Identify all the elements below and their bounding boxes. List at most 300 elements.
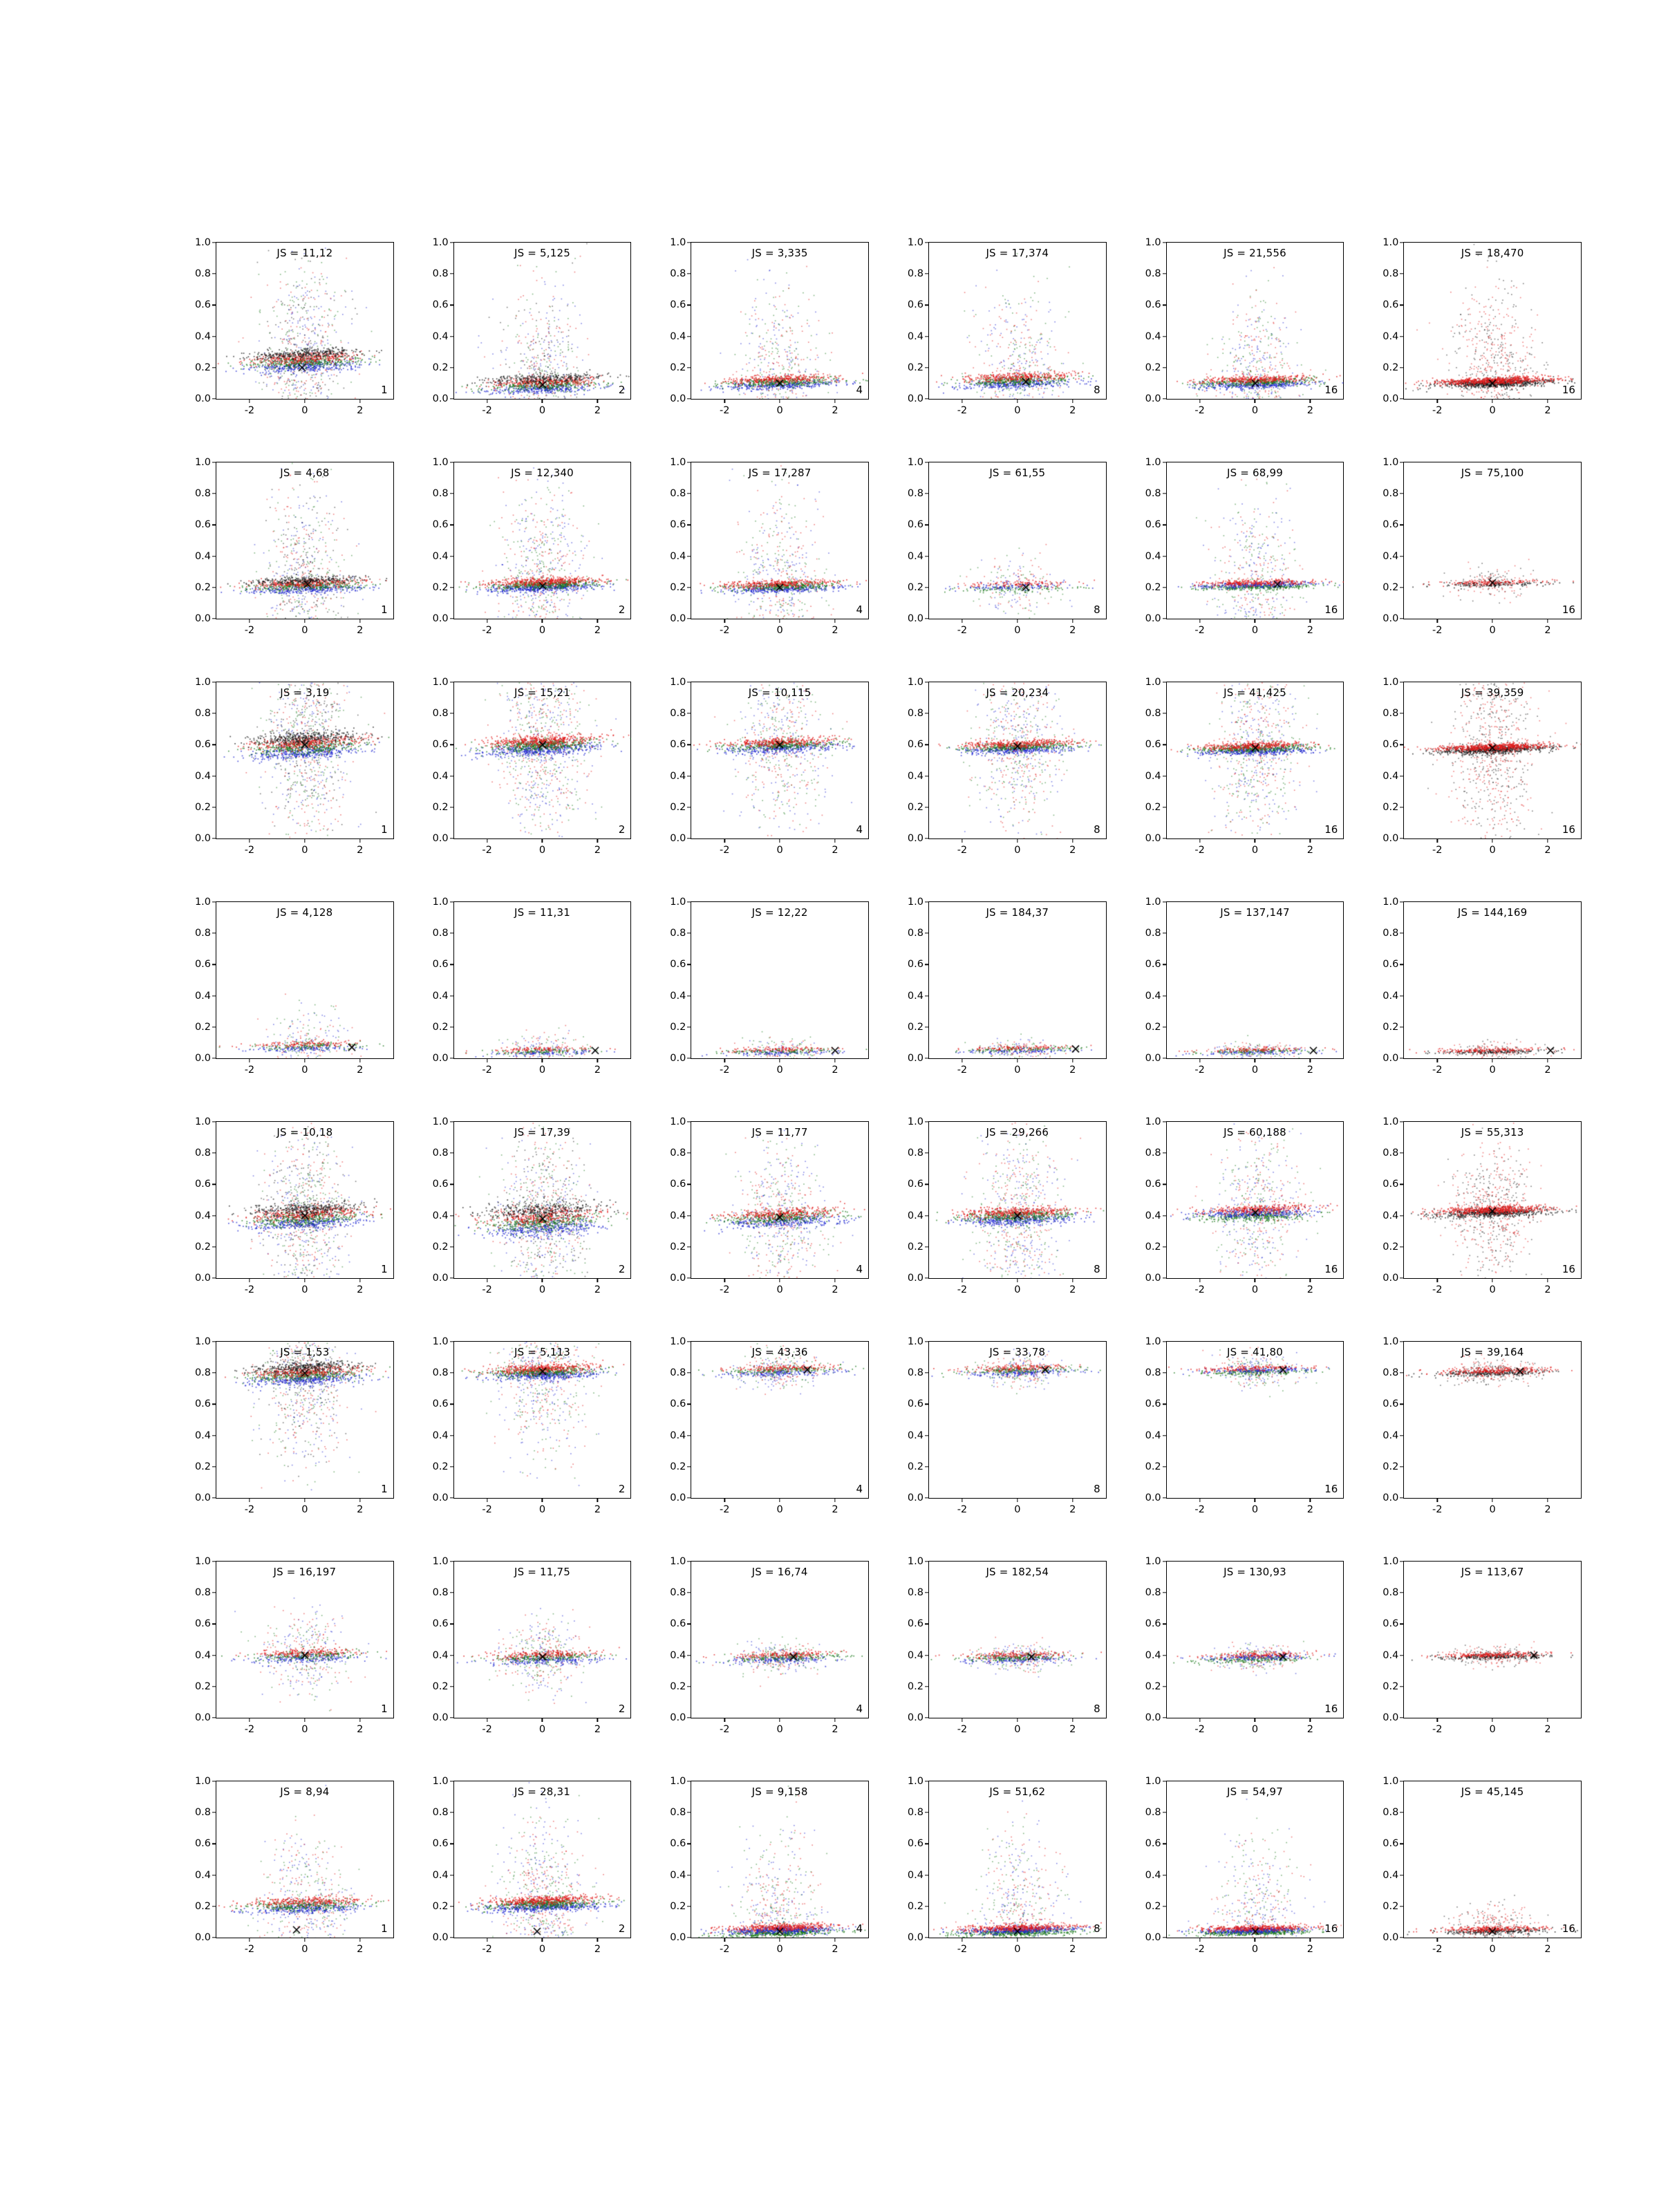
plot-area[interactable]: [1145, 677, 1344, 856]
panel-index-annotation: 1: [381, 384, 388, 396]
plot-area[interactable]: [670, 1556, 869, 1735]
y-tick-label: 0.2: [194, 581, 211, 593]
js-annotation: JS = 54,97: [1226, 1785, 1283, 1798]
x-tick-mark: [359, 1058, 360, 1062]
y-tick-label: 0.0: [1145, 1492, 1161, 1503]
y-tick-label: 0.4: [1145, 1430, 1161, 1441]
scatter-points: [216, 902, 393, 1058]
x-tick-label: 0: [776, 405, 783, 416]
y-tick-label: 1.0: [907, 457, 924, 468]
y-tick-label: 0.6: [907, 1179, 924, 1190]
plot-area[interactable]: [194, 237, 394, 416]
plot-area[interactable]: [432, 677, 632, 856]
y-tick-label: 0.8: [670, 1587, 686, 1599]
y-tick-label: 0.2: [1382, 1680, 1399, 1692]
panel-index-annotation: 2: [618, 1263, 626, 1275]
panel-index-annotation: 2: [618, 1703, 626, 1715]
x-tick-mark: [542, 1938, 543, 1942]
y-tick-label: 0.4: [1382, 550, 1399, 562]
x-tick-mark: [1072, 1058, 1073, 1062]
scatter-points: [454, 682, 631, 838]
x-tick-label: 2: [1069, 625, 1076, 636]
js-annotation: JS = 11,31: [514, 906, 570, 919]
y-tick-mark: [1400, 1435, 1404, 1436]
y-tick-label: 0.2: [907, 1241, 924, 1253]
y-tick-mark: [212, 713, 216, 714]
js-annotation: JS = 5,125: [514, 247, 570, 259]
y-tick-label: 0.6: [194, 1179, 211, 1190]
plot-area[interactable]: [907, 897, 1107, 1076]
x-tick-label: 2: [1069, 405, 1076, 416]
y-tick-mark: [212, 618, 216, 619]
js-annotation: JS = 43,36: [751, 1346, 808, 1358]
y-tick-mark: [1400, 933, 1404, 934]
y-tick-label: 0.8: [1145, 708, 1161, 720]
y-tick-mark: [212, 1373, 216, 1374]
y-tick-mark: [1400, 1341, 1404, 1342]
x-tick-label: 2: [1306, 1504, 1313, 1515]
y-tick-label: 0.8: [907, 928, 924, 939]
panel-index-annotation: 16: [1562, 1263, 1575, 1275]
y-tick-label: 0.2: [670, 1900, 686, 1912]
y-tick-label: 0.6: [907, 959, 924, 971]
y-tick-mark: [1400, 1497, 1404, 1498]
scatter-points: [454, 1122, 631, 1278]
plot-area[interactable]: [670, 237, 869, 416]
x-tick-mark: [724, 838, 725, 843]
scatter-points: [1404, 1562, 1581, 1718]
x-tick-mark: [597, 838, 598, 843]
y-tick-label: 0.6: [907, 1398, 924, 1410]
x-tick-mark: [304, 838, 305, 843]
plot-area[interactable]: [670, 457, 869, 636]
plot-area[interactable]: [194, 897, 394, 1076]
y-tick-label: 0.6: [1145, 959, 1161, 971]
y-tick-mark: [1163, 336, 1167, 337]
plot-area[interactable]: [194, 1556, 394, 1735]
y-tick-label: 0.8: [1382, 928, 1399, 939]
y-tick-label: 0.6: [1145, 519, 1161, 531]
y-tick-mark: [450, 995, 454, 996]
x-tick-label: -2: [957, 845, 968, 856]
plot-area[interactable]: [1145, 1776, 1344, 1955]
subplot-r3-c2: [416, 677, 632, 871]
x-tick-mark: [1072, 1718, 1073, 1722]
panel-index-annotation: 1: [381, 603, 388, 616]
y-tick-label: 1.0: [670, 897, 686, 908]
y-tick-label: 0.0: [194, 833, 211, 844]
y-tick-label: 1.0: [1145, 1556, 1161, 1567]
plot-area[interactable]: [1382, 677, 1582, 856]
x-tick-mark: [1492, 1278, 1493, 1282]
y-tick-label: 1.0: [1145, 457, 1161, 468]
y-tick-label: 0.8: [907, 268, 924, 280]
y-tick-mark: [450, 1121, 454, 1122]
x-tick-label: 2: [832, 1504, 838, 1515]
y-tick-label: 0.4: [1145, 330, 1161, 342]
x-tick-label: 0: [776, 625, 783, 636]
x-tick-mark: [724, 1718, 725, 1722]
y-tick-label: 0.8: [1382, 1807, 1399, 1819]
plot-area[interactable]: [194, 1776, 394, 1955]
subplot-r7-c1: [178, 1556, 394, 1750]
x-tick-mark: [359, 619, 360, 623]
panel-index-annotation: 16: [1324, 384, 1338, 396]
panel-index-annotation: 4: [856, 603, 863, 616]
js-annotation: JS = 17,39: [514, 1126, 570, 1138]
y-tick-label: 1.0: [432, 897, 449, 908]
y-tick-mark: [450, 1812, 454, 1813]
scatter-points: [454, 1342, 631, 1498]
y-tick-label: 0.2: [1145, 1241, 1161, 1253]
x-tick-label: -2: [1194, 1284, 1205, 1295]
y-tick-label: 0.4: [194, 1649, 211, 1661]
y-tick-label: 0.4: [907, 990, 924, 1002]
x-tick-mark: [1310, 1718, 1311, 1722]
x-tick-label: -2: [957, 1504, 968, 1515]
x-tick-mark: [1199, 1718, 1200, 1722]
plot-area[interactable]: [1145, 1336, 1344, 1515]
plot-area[interactable]: [1145, 1556, 1344, 1735]
y-tick-mark: [1163, 1497, 1167, 1498]
plot-area[interactable]: [1382, 1116, 1582, 1295]
x-tick-label: 0: [1014, 845, 1021, 856]
panel-index-annotation: 4: [856, 1703, 863, 1715]
y-tick-mark: [1400, 242, 1404, 243]
y-tick-mark: [925, 1717, 929, 1718]
x-tick-label: -2: [1194, 845, 1205, 856]
panel-index-annotation: 8: [1094, 1263, 1100, 1275]
x-tick-label: 2: [1306, 1724, 1313, 1735]
js-annotation: JS = 15,21: [514, 686, 570, 699]
x-tick-label: 2: [832, 625, 838, 636]
y-tick-mark: [212, 398, 216, 399]
y-tick-mark: [687, 305, 691, 306]
plot-area[interactable]: [907, 1556, 1107, 1735]
panel-index-annotation: 16: [1324, 1483, 1338, 1495]
x-tick-mark: [1017, 1058, 1018, 1062]
y-tick-label: 0.0: [670, 1273, 686, 1284]
x-tick-label: -2: [720, 405, 730, 416]
x-tick-label: 0: [1251, 1944, 1259, 1955]
y-tick-label: 1.0: [907, 1556, 924, 1567]
x-tick-label: -2: [720, 625, 730, 636]
plot-area[interactable]: [432, 457, 632, 636]
subplot-r7-c5: [1129, 1556, 1344, 1750]
x-tick-mark: [542, 619, 543, 623]
x-tick-label: 0: [538, 625, 546, 636]
panel-index-annotation: 4: [856, 823, 863, 836]
plot-area[interactable]: [1145, 897, 1344, 1076]
y-tick-label: 0.4: [194, 990, 211, 1002]
plot-area[interactable]: [432, 1116, 632, 1295]
plot-area[interactable]: [907, 237, 1107, 416]
y-tick-label: 0.0: [432, 1932, 449, 1943]
x-tick-label: 0: [538, 1504, 546, 1515]
y-tick-label: 0.0: [432, 1273, 449, 1284]
subplot-r1-c1: [178, 237, 394, 431]
y-tick-mark: [925, 713, 929, 714]
x-tick-mark: [597, 1498, 598, 1502]
y-tick-label: 0.0: [194, 1492, 211, 1503]
x-tick-label: -2: [1432, 1065, 1443, 1076]
x-tick-mark: [1437, 1278, 1438, 1282]
plot-area[interactable]: [194, 1336, 394, 1515]
y-tick-label: 0.8: [1145, 1367, 1161, 1379]
y-tick-label: 1.0: [194, 237, 211, 248]
y-tick-mark: [450, 901, 454, 902]
plot-area[interactable]: [432, 897, 632, 1076]
x-tick-label: -2: [1432, 1944, 1443, 1955]
y-tick-label: 0.0: [907, 833, 924, 844]
y-tick-label: 0.6: [1145, 1838, 1161, 1850]
y-tick-label: 0.4: [907, 770, 924, 782]
js-annotation: JS = 182,54: [986, 1566, 1049, 1578]
y-tick-label: 0.2: [670, 1021, 686, 1033]
y-tick-label: 0.0: [1145, 833, 1161, 844]
y-tick-mark: [450, 1153, 454, 1154]
y-tick-label: 0.6: [432, 1838, 449, 1850]
plot-area[interactable]: [907, 1116, 1107, 1295]
scatter-points: [691, 243, 868, 399]
y-tick-label: 0.6: [432, 1618, 449, 1630]
x-tick-mark: [597, 1718, 598, 1722]
y-tick-mark: [212, 1184, 216, 1185]
subplot-r2-c2: [416, 457, 632, 651]
y-tick-label: 0.0: [1382, 393, 1399, 404]
y-tick-mark: [1400, 1717, 1404, 1718]
y-tick-label: 0.6: [1382, 1398, 1399, 1410]
y-tick-mark: [687, 1246, 691, 1247]
x-tick-label: 2: [1069, 1284, 1076, 1295]
plot-area[interactable]: [194, 457, 394, 636]
plot-area[interactable]: [907, 457, 1107, 636]
js-annotation: JS = 4,128: [276, 906, 333, 919]
scatter-points: [1404, 682, 1581, 838]
x-tick-label: -2: [957, 1284, 968, 1295]
y-tick-mark: [1163, 1121, 1167, 1122]
x-tick-label: 0: [776, 1284, 783, 1295]
x-tick-mark: [597, 1058, 598, 1062]
scatter-points: [216, 243, 393, 399]
y-tick-mark: [450, 1466, 454, 1467]
plot-area[interactable]: [670, 1116, 869, 1295]
plot-area[interactable]: [907, 677, 1107, 856]
y-tick-mark: [212, 1153, 216, 1154]
y-tick-label: 0.6: [670, 1838, 686, 1850]
y-tick-label: 0.6: [1382, 739, 1399, 751]
x-tick-mark: [1072, 399, 1073, 403]
y-tick-mark: [450, 1373, 454, 1374]
scatter-points: [929, 1342, 1106, 1498]
x-tick-mark: [1199, 1498, 1200, 1502]
plot-area[interactable]: [1145, 1116, 1344, 1295]
y-tick-mark: [450, 1435, 454, 1436]
x-tick-label: 2: [1306, 1284, 1313, 1295]
y-tick-label: 0.2: [670, 362, 686, 373]
x-tick-label: -2: [720, 1284, 730, 1295]
y-tick-label: 1.0: [194, 1776, 211, 1787]
plot-area[interactable]: [670, 677, 869, 856]
y-tick-mark: [450, 713, 454, 714]
x-tick-label: 2: [832, 1065, 838, 1076]
x-tick-label: 2: [1544, 845, 1551, 856]
y-tick-label: 0.0: [432, 1492, 449, 1503]
y-tick-label: 0.6: [1145, 1179, 1161, 1190]
x-tick-label: 0: [1014, 1944, 1021, 1955]
y-tick-label: 1.0: [432, 677, 449, 688]
panel-index-annotation: 2: [618, 823, 626, 836]
js-annotation: JS = 18,470: [1461, 247, 1524, 259]
y-tick-label: 0.0: [670, 1932, 686, 1943]
x-tick-mark: [1547, 1498, 1548, 1502]
plot-area[interactable]: [432, 1336, 632, 1515]
x-tick-label: 2: [832, 1944, 838, 1955]
y-tick-mark: [212, 1246, 216, 1247]
y-tick-label: 0.8: [907, 1367, 924, 1379]
plot-area[interactable]: [907, 1336, 1107, 1515]
y-tick-label: 0.8: [907, 1807, 924, 1819]
y-tick-label: 1.0: [1145, 677, 1161, 688]
js-annotation: JS = 144,169: [1457, 906, 1528, 919]
plot-area[interactable]: [432, 1776, 632, 1955]
y-tick-label: 0.2: [1145, 1900, 1161, 1912]
y-tick-mark: [687, 1277, 691, 1278]
y-tick-label: 0.6: [670, 739, 686, 751]
y-tick-label: 0.8: [432, 488, 449, 500]
y-tick-mark: [1163, 995, 1167, 996]
y-tick-mark: [1163, 744, 1167, 745]
scatter-points: [929, 1122, 1106, 1278]
subplot-r5-c5: [1129, 1116, 1344, 1311]
js-annotation: JS = 10,115: [748, 686, 812, 699]
scatter-points: [1167, 1122, 1344, 1278]
plot-area[interactable]: [1382, 897, 1582, 1076]
panel-index-annotation: 8: [1094, 823, 1100, 836]
y-tick-mark: [212, 1404, 216, 1405]
y-tick-label: 0.0: [1145, 1932, 1161, 1943]
plot-area[interactable]: [1382, 1776, 1582, 1955]
plot-area[interactable]: [1382, 1336, 1582, 1515]
x-tick-mark: [1437, 1058, 1438, 1062]
y-tick-mark: [212, 995, 216, 996]
scatter-points: [216, 1562, 393, 1718]
plot-area[interactable]: [432, 1556, 632, 1735]
y-tick-label: 0.4: [432, 330, 449, 342]
y-tick-label: 0.4: [670, 1210, 686, 1221]
scatter-points: [929, 902, 1106, 1058]
plot-area[interactable]: [670, 897, 869, 1076]
y-tick-label: 0.6: [432, 739, 449, 751]
plot-area[interactable]: [670, 1776, 869, 1955]
panel-index-annotation: 1: [381, 1922, 388, 1935]
y-tick-label: 0.4: [907, 1210, 924, 1221]
js-annotation: JS = 39,164: [1461, 1346, 1524, 1358]
y-tick-mark: [925, 618, 929, 619]
subplot-r7-c6: [1366, 1556, 1582, 1750]
y-tick-mark: [1163, 1215, 1167, 1216]
x-tick-mark: [304, 1718, 305, 1722]
subplot-r3-c1: [178, 677, 394, 871]
y-tick-label: 0.8: [670, 1367, 686, 1379]
js-annotation: JS = 28,31: [514, 1785, 570, 1798]
scatter-points: [216, 1342, 393, 1498]
plot-area[interactable]: [1382, 1556, 1582, 1735]
y-tick-mark: [687, 1404, 691, 1405]
y-tick-mark: [1400, 1184, 1404, 1185]
scatter-points: [1167, 902, 1344, 1058]
x-tick-mark: [1072, 1498, 1073, 1502]
panel-index-annotation: 8: [1094, 603, 1100, 616]
y-tick-mark: [1163, 1341, 1167, 1342]
x-tick-label: 0: [1014, 625, 1021, 636]
y-tick-label: 1.0: [907, 1776, 924, 1787]
subplot-r3-c3: [653, 677, 869, 871]
y-tick-mark: [925, 1561, 929, 1562]
x-tick-label: -2: [957, 405, 968, 416]
x-tick-mark: [1017, 1718, 1018, 1722]
y-tick-label: 0.6: [670, 1179, 686, 1190]
x-tick-mark: [359, 1718, 360, 1722]
x-tick-label: 0: [301, 625, 308, 636]
x-tick-label: 2: [594, 625, 601, 636]
x-tick-label: -2: [1194, 1724, 1205, 1735]
x-tick-label: 0: [1014, 1284, 1021, 1295]
y-tick-mark: [925, 336, 929, 337]
x-tick-label: 2: [594, 1504, 601, 1515]
x-tick-mark: [249, 399, 250, 403]
y-tick-mark: [925, 242, 929, 243]
x-tick-mark: [1017, 399, 1018, 403]
plot-area[interactable]: [1382, 457, 1582, 636]
x-tick-mark: [249, 1938, 250, 1942]
plot-area[interactable]: [1145, 237, 1344, 416]
subplot-r3-c6: [1366, 677, 1582, 871]
plot-area[interactable]: [432, 237, 632, 416]
y-tick-mark: [925, 1246, 929, 1247]
plot-area[interactable]: [670, 1336, 869, 1515]
x-tick-label: 0: [1251, 1065, 1259, 1076]
y-tick-mark: [450, 336, 454, 337]
y-tick-label: 0.4: [907, 1430, 924, 1441]
y-tick-mark: [1163, 713, 1167, 714]
x-tick-label: -2: [482, 845, 492, 856]
js-annotation: JS = 68,99: [1226, 467, 1283, 479]
y-tick-label: 0.4: [432, 1430, 449, 1441]
plot-area[interactable]: [907, 1776, 1107, 1955]
x-tick-mark: [597, 619, 598, 623]
js-annotation: JS = 29,266: [986, 1126, 1049, 1138]
plot-area[interactable]: [1382, 237, 1582, 416]
y-tick-mark: [212, 1215, 216, 1216]
y-tick-mark: [687, 1341, 691, 1342]
plot-area[interactable]: [194, 1116, 394, 1295]
plot-area[interactable]: [1145, 457, 1344, 636]
y-tick-label: 1.0: [670, 1556, 686, 1567]
y-tick-mark: [687, 587, 691, 588]
y-tick-label: 0.6: [432, 959, 449, 971]
x-tick-mark: [1547, 1058, 1548, 1062]
y-tick-label: 0.0: [432, 1712, 449, 1723]
subplot-r8-c4: [891, 1776, 1107, 1970]
y-tick-label: 1.0: [1382, 1336, 1399, 1347]
scatter-points: [691, 902, 868, 1058]
plot-area[interactable]: [194, 677, 394, 856]
y-tick-label: 0.4: [907, 550, 924, 562]
y-tick-label: 0.0: [1382, 1273, 1399, 1284]
scatter-points: [216, 462, 393, 619]
y-tick-label: 0.4: [1145, 1869, 1161, 1881]
